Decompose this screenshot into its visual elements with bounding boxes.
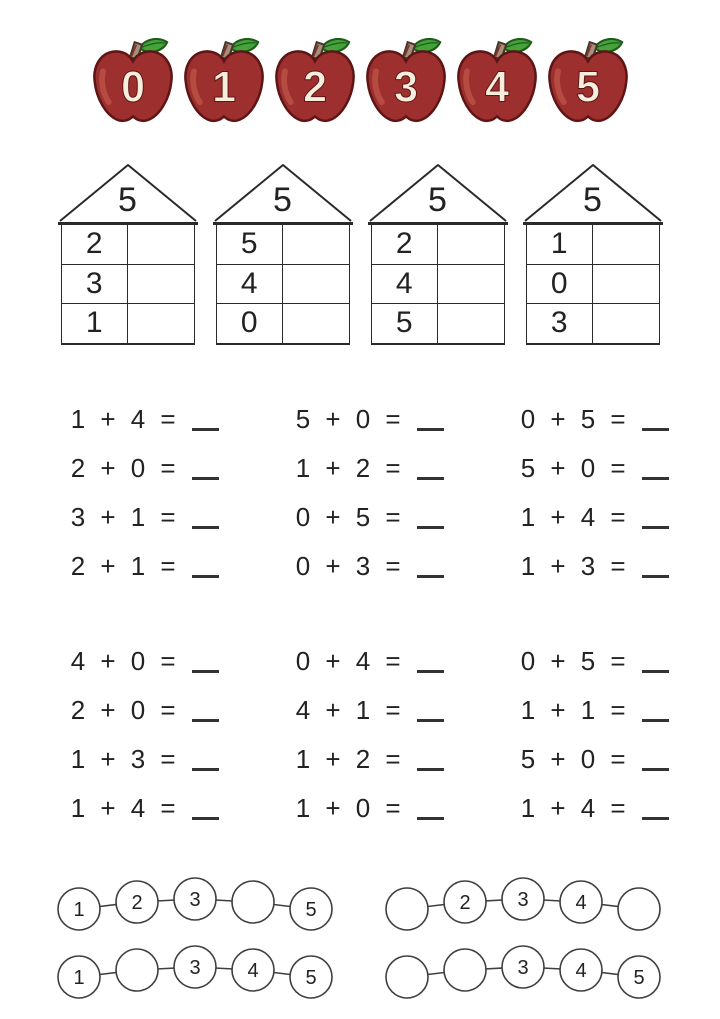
house-cell-value: 0	[527, 265, 594, 304]
answer-blank	[192, 428, 219, 431]
equals-sign: =	[160, 694, 176, 725]
equation	[295, 637, 520, 686]
table-row	[527, 225, 659, 265]
house-cell-value: 5	[372, 304, 439, 343]
addend-2: 4	[130, 403, 146, 434]
addend-1: 1	[70, 792, 86, 823]
addend-1: 4	[70, 645, 86, 676]
house-cell-blank	[128, 304, 194, 343]
equations-section	[0, 395, 720, 833]
equals-sign: =	[610, 792, 626, 823]
equation	[520, 686, 720, 735]
addend-1: 1	[295, 743, 311, 774]
house-cell-blank	[438, 265, 504, 304]
chain-number: 1	[73, 966, 85, 989]
addend-1: 0	[520, 645, 536, 676]
plus-sign: +	[550, 501, 566, 532]
plus-sign: +	[100, 452, 116, 483]
apple-number-tile	[545, 38, 631, 128]
addend-2: 0	[580, 743, 596, 774]
house-cell-blank	[128, 265, 194, 304]
equals-sign: =	[160, 403, 176, 434]
addend-1: 1	[295, 792, 311, 823]
addend-1: 1	[520, 792, 536, 823]
chain-circle-blank	[386, 956, 428, 998]
equation	[520, 444, 720, 493]
equation	[520, 784, 720, 833]
apple-icon	[181, 38, 267, 128]
equals-sign: =	[610, 694, 626, 725]
equals-sign: =	[385, 452, 401, 483]
addend-1: 1	[70, 743, 86, 774]
house-cell-value: 1	[527, 225, 594, 264]
equation	[520, 542, 720, 591]
answer-blank	[417, 768, 444, 771]
plus-sign: +	[100, 403, 116, 434]
addend-1: 0	[295, 645, 311, 676]
table-row	[372, 304, 504, 343]
plus-sign: +	[325, 792, 341, 823]
answer-blank	[417, 575, 444, 578]
equals-sign: =	[610, 550, 626, 581]
apple-number-tile	[272, 38, 358, 128]
answer-blank	[417, 428, 444, 431]
addend-2: 1	[355, 694, 371, 725]
answer-blank	[192, 768, 219, 771]
table-row	[372, 225, 504, 265]
number-chain	[55, 873, 337, 935]
house-cell-blank	[283, 265, 349, 304]
plus-sign: +	[325, 501, 341, 532]
table-row	[372, 265, 504, 305]
answer-blank	[192, 719, 219, 722]
roof-number: 5	[583, 181, 602, 219]
house-2	[213, 162, 353, 345]
addend-2: 4	[355, 645, 371, 676]
equals-sign: =	[160, 501, 176, 532]
equation	[520, 395, 720, 444]
addend-2: 1	[130, 550, 146, 581]
equals-sign: =	[385, 501, 401, 532]
plus-sign: +	[550, 403, 566, 434]
answer-blank	[417, 719, 444, 722]
plus-sign: +	[325, 550, 341, 581]
addend-1: 5	[520, 452, 536, 483]
equals-sign: =	[160, 743, 176, 774]
equals-sign: =	[610, 403, 626, 434]
chain-row-2	[55, 941, 665, 1003]
plus-sign: +	[550, 645, 566, 676]
addend-2: 0	[580, 452, 596, 483]
plus-sign: +	[100, 792, 116, 823]
house-cell-value: 1	[62, 304, 129, 343]
equation	[70, 735, 295, 784]
svg-text:2: 2	[302, 63, 327, 112]
answer-blank	[642, 526, 669, 529]
equation	[295, 784, 520, 833]
equation-column	[295, 637, 520, 833]
chain-number: 3	[189, 888, 201, 911]
house-cell-blank	[438, 304, 504, 343]
equations-group-1	[70, 395, 720, 591]
house-cell-blank	[128, 225, 194, 264]
equation	[70, 637, 295, 686]
equals-sign: =	[385, 550, 401, 581]
chain-number: 3	[517, 888, 529, 911]
addend-2: 0	[130, 694, 146, 725]
equals-sign: =	[385, 792, 401, 823]
plus-sign: +	[100, 743, 116, 774]
apple-number-tile	[90, 38, 176, 128]
plus-sign: +	[550, 694, 566, 725]
equals-sign: =	[610, 645, 626, 676]
equals-sign: =	[610, 501, 626, 532]
equals-sign: =	[160, 452, 176, 483]
answer-blank	[642, 575, 669, 578]
svg-text:5: 5	[575, 63, 600, 112]
addend-2: 0	[355, 792, 371, 823]
addend-1: 1	[520, 694, 536, 725]
table-row	[217, 225, 349, 265]
number-chain	[383, 873, 665, 935]
apple-icon	[363, 38, 449, 128]
answer-blank	[192, 477, 219, 480]
equation	[520, 637, 720, 686]
plus-sign: +	[100, 550, 116, 581]
addend-2: 0	[355, 403, 371, 434]
addend-2: 3	[130, 743, 146, 774]
house-cell-blank	[593, 265, 659, 304]
plus-sign: +	[325, 403, 341, 434]
plus-sign: +	[100, 645, 116, 676]
answer-blank	[642, 477, 669, 480]
house-3	[368, 162, 508, 345]
equation-column	[295, 395, 520, 591]
addend-1: 0	[520, 403, 536, 434]
house-cell-blank	[593, 304, 659, 343]
addend-2: 5	[580, 645, 596, 676]
chain-number: 3	[189, 956, 201, 979]
chain-row-1	[55, 873, 665, 935]
chain-number: 2	[459, 891, 471, 914]
house-table	[371, 225, 505, 345]
plus-sign: +	[100, 694, 116, 725]
apple-icon	[545, 38, 631, 128]
equals-sign: =	[385, 645, 401, 676]
answer-blank	[642, 719, 669, 722]
chain-circle-blank	[232, 881, 274, 923]
equation-column	[70, 637, 295, 833]
svg-text:4: 4	[484, 63, 509, 112]
equations-group-2	[70, 637, 720, 833]
addend-1: 1	[520, 501, 536, 532]
addend-1: 5	[520, 743, 536, 774]
addend-1: 1	[295, 452, 311, 483]
answer-blank	[192, 817, 219, 820]
svg-text:1: 1	[211, 63, 236, 112]
table-row	[527, 265, 659, 305]
table-row	[217, 304, 349, 343]
table-row	[62, 304, 194, 343]
answer-blank	[642, 670, 669, 673]
addend-1: 0	[295, 550, 311, 581]
house-cell-blank	[593, 225, 659, 264]
apple-icon	[454, 38, 540, 128]
plus-sign: +	[325, 452, 341, 483]
table-row	[62, 265, 194, 305]
house-table	[61, 225, 195, 345]
house-cell-value: 3	[527, 304, 594, 343]
number-chain	[55, 941, 337, 1003]
equation	[295, 735, 520, 784]
equation	[70, 493, 295, 542]
addend-2: 1	[130, 501, 146, 532]
apple-number-tile	[181, 38, 267, 128]
equation	[520, 493, 720, 542]
chain-number: 3	[517, 956, 529, 979]
equation	[70, 444, 295, 493]
plus-sign: +	[325, 743, 341, 774]
plus-sign: +	[550, 743, 566, 774]
svg-text:0: 0	[120, 63, 145, 112]
equation	[70, 395, 295, 444]
equals-sign: =	[160, 792, 176, 823]
equals-sign: =	[385, 694, 401, 725]
roof-number: 5	[428, 181, 447, 219]
chain-number: 5	[633, 966, 645, 989]
answer-blank	[417, 526, 444, 529]
table-row	[62, 225, 194, 265]
addend-1: 1	[70, 403, 86, 434]
addend-2: 5	[355, 501, 371, 532]
house-table	[216, 225, 350, 345]
plus-sign: +	[550, 792, 566, 823]
number-chain	[383, 941, 665, 1003]
house-cell-blank	[283, 304, 349, 343]
answer-blank	[642, 817, 669, 820]
house-cell-value: 3	[62, 265, 129, 304]
plus-sign: +	[100, 501, 116, 532]
equation-column	[70, 395, 295, 591]
addend-2: 2	[355, 743, 371, 774]
addend-1: 1	[520, 550, 536, 581]
answer-blank	[417, 670, 444, 673]
addend-2: 2	[355, 452, 371, 483]
equals-sign: =	[610, 452, 626, 483]
addend-1: 2	[70, 452, 86, 483]
roof-number: 5	[273, 181, 292, 219]
equation	[70, 542, 295, 591]
chain-number: 2	[131, 891, 143, 914]
chain-number: 4	[575, 891, 587, 914]
house-cell-value: 2	[372, 225, 439, 264]
chain-number: 4	[247, 959, 259, 982]
addend-1: 2	[70, 550, 86, 581]
equation	[70, 686, 295, 735]
plus-sign: +	[325, 645, 341, 676]
chain-circle-blank	[116, 949, 158, 991]
equals-sign: =	[160, 550, 176, 581]
chain-number: 1	[73, 898, 85, 921]
chain-circle-blank	[386, 888, 428, 930]
equation	[520, 735, 720, 784]
addend-1: 3	[70, 501, 86, 532]
equation-column	[520, 637, 720, 833]
chain-number: 4	[575, 959, 587, 982]
addend-2: 4	[130, 792, 146, 823]
addend-2: 4	[580, 792, 596, 823]
equation-column	[520, 395, 720, 591]
chain-number: 5	[305, 898, 317, 921]
chain-number: 5	[305, 966, 317, 989]
plus-sign: +	[550, 550, 566, 581]
roof-number: 5	[118, 181, 137, 219]
house-1	[58, 162, 198, 345]
house-cell-value: 5	[217, 225, 284, 264]
house-cell-blank	[283, 225, 349, 264]
answer-blank	[192, 575, 219, 578]
answer-blank	[417, 477, 444, 480]
answer-blank	[642, 768, 669, 771]
table-row	[527, 304, 659, 343]
equation	[295, 444, 520, 493]
addend-1: 0	[295, 501, 311, 532]
equals-sign: =	[385, 743, 401, 774]
svg-text:3: 3	[393, 63, 418, 112]
equals-sign: =	[610, 743, 626, 774]
answer-blank	[192, 670, 219, 673]
addend-2: 0	[130, 645, 146, 676]
addend-2: 4	[580, 501, 596, 532]
equals-sign: =	[385, 403, 401, 434]
plus-sign: +	[325, 694, 341, 725]
chain-circle-blank	[618, 888, 660, 930]
apple-number-tile	[454, 38, 540, 128]
table-row	[217, 265, 349, 305]
chains-section	[55, 873, 665, 1003]
plus-sign: +	[550, 452, 566, 483]
apple-icon	[90, 38, 176, 128]
apple-icon	[272, 38, 358, 128]
equation	[295, 493, 520, 542]
answer-blank	[192, 526, 219, 529]
answer-blank	[642, 428, 669, 431]
house-cell-value: 0	[217, 304, 284, 343]
addend-2: 3	[580, 550, 596, 581]
addend-1: 4	[295, 694, 311, 725]
addend-1: 5	[295, 403, 311, 434]
addend-2: 0	[130, 452, 146, 483]
equation	[295, 686, 520, 735]
house-cell-value: 4	[372, 265, 439, 304]
equation	[295, 542, 520, 591]
house-cell-value: 4	[217, 265, 284, 304]
chain-circle-blank	[444, 949, 486, 991]
addend-2: 3	[355, 550, 371, 581]
equation	[70, 784, 295, 833]
addend-1: 2	[70, 694, 86, 725]
equation	[295, 395, 520, 444]
addend-2: 5	[580, 403, 596, 434]
house-4	[523, 162, 663, 345]
house-table	[526, 225, 660, 345]
houses-row	[0, 162, 720, 345]
addend-2: 1	[580, 694, 596, 725]
answer-blank	[417, 817, 444, 820]
apples-row	[0, 0, 720, 128]
equals-sign: =	[160, 645, 176, 676]
house-cell-value: 2	[62, 225, 129, 264]
apple-number-tile	[363, 38, 449, 128]
house-cell-blank	[438, 225, 504, 264]
